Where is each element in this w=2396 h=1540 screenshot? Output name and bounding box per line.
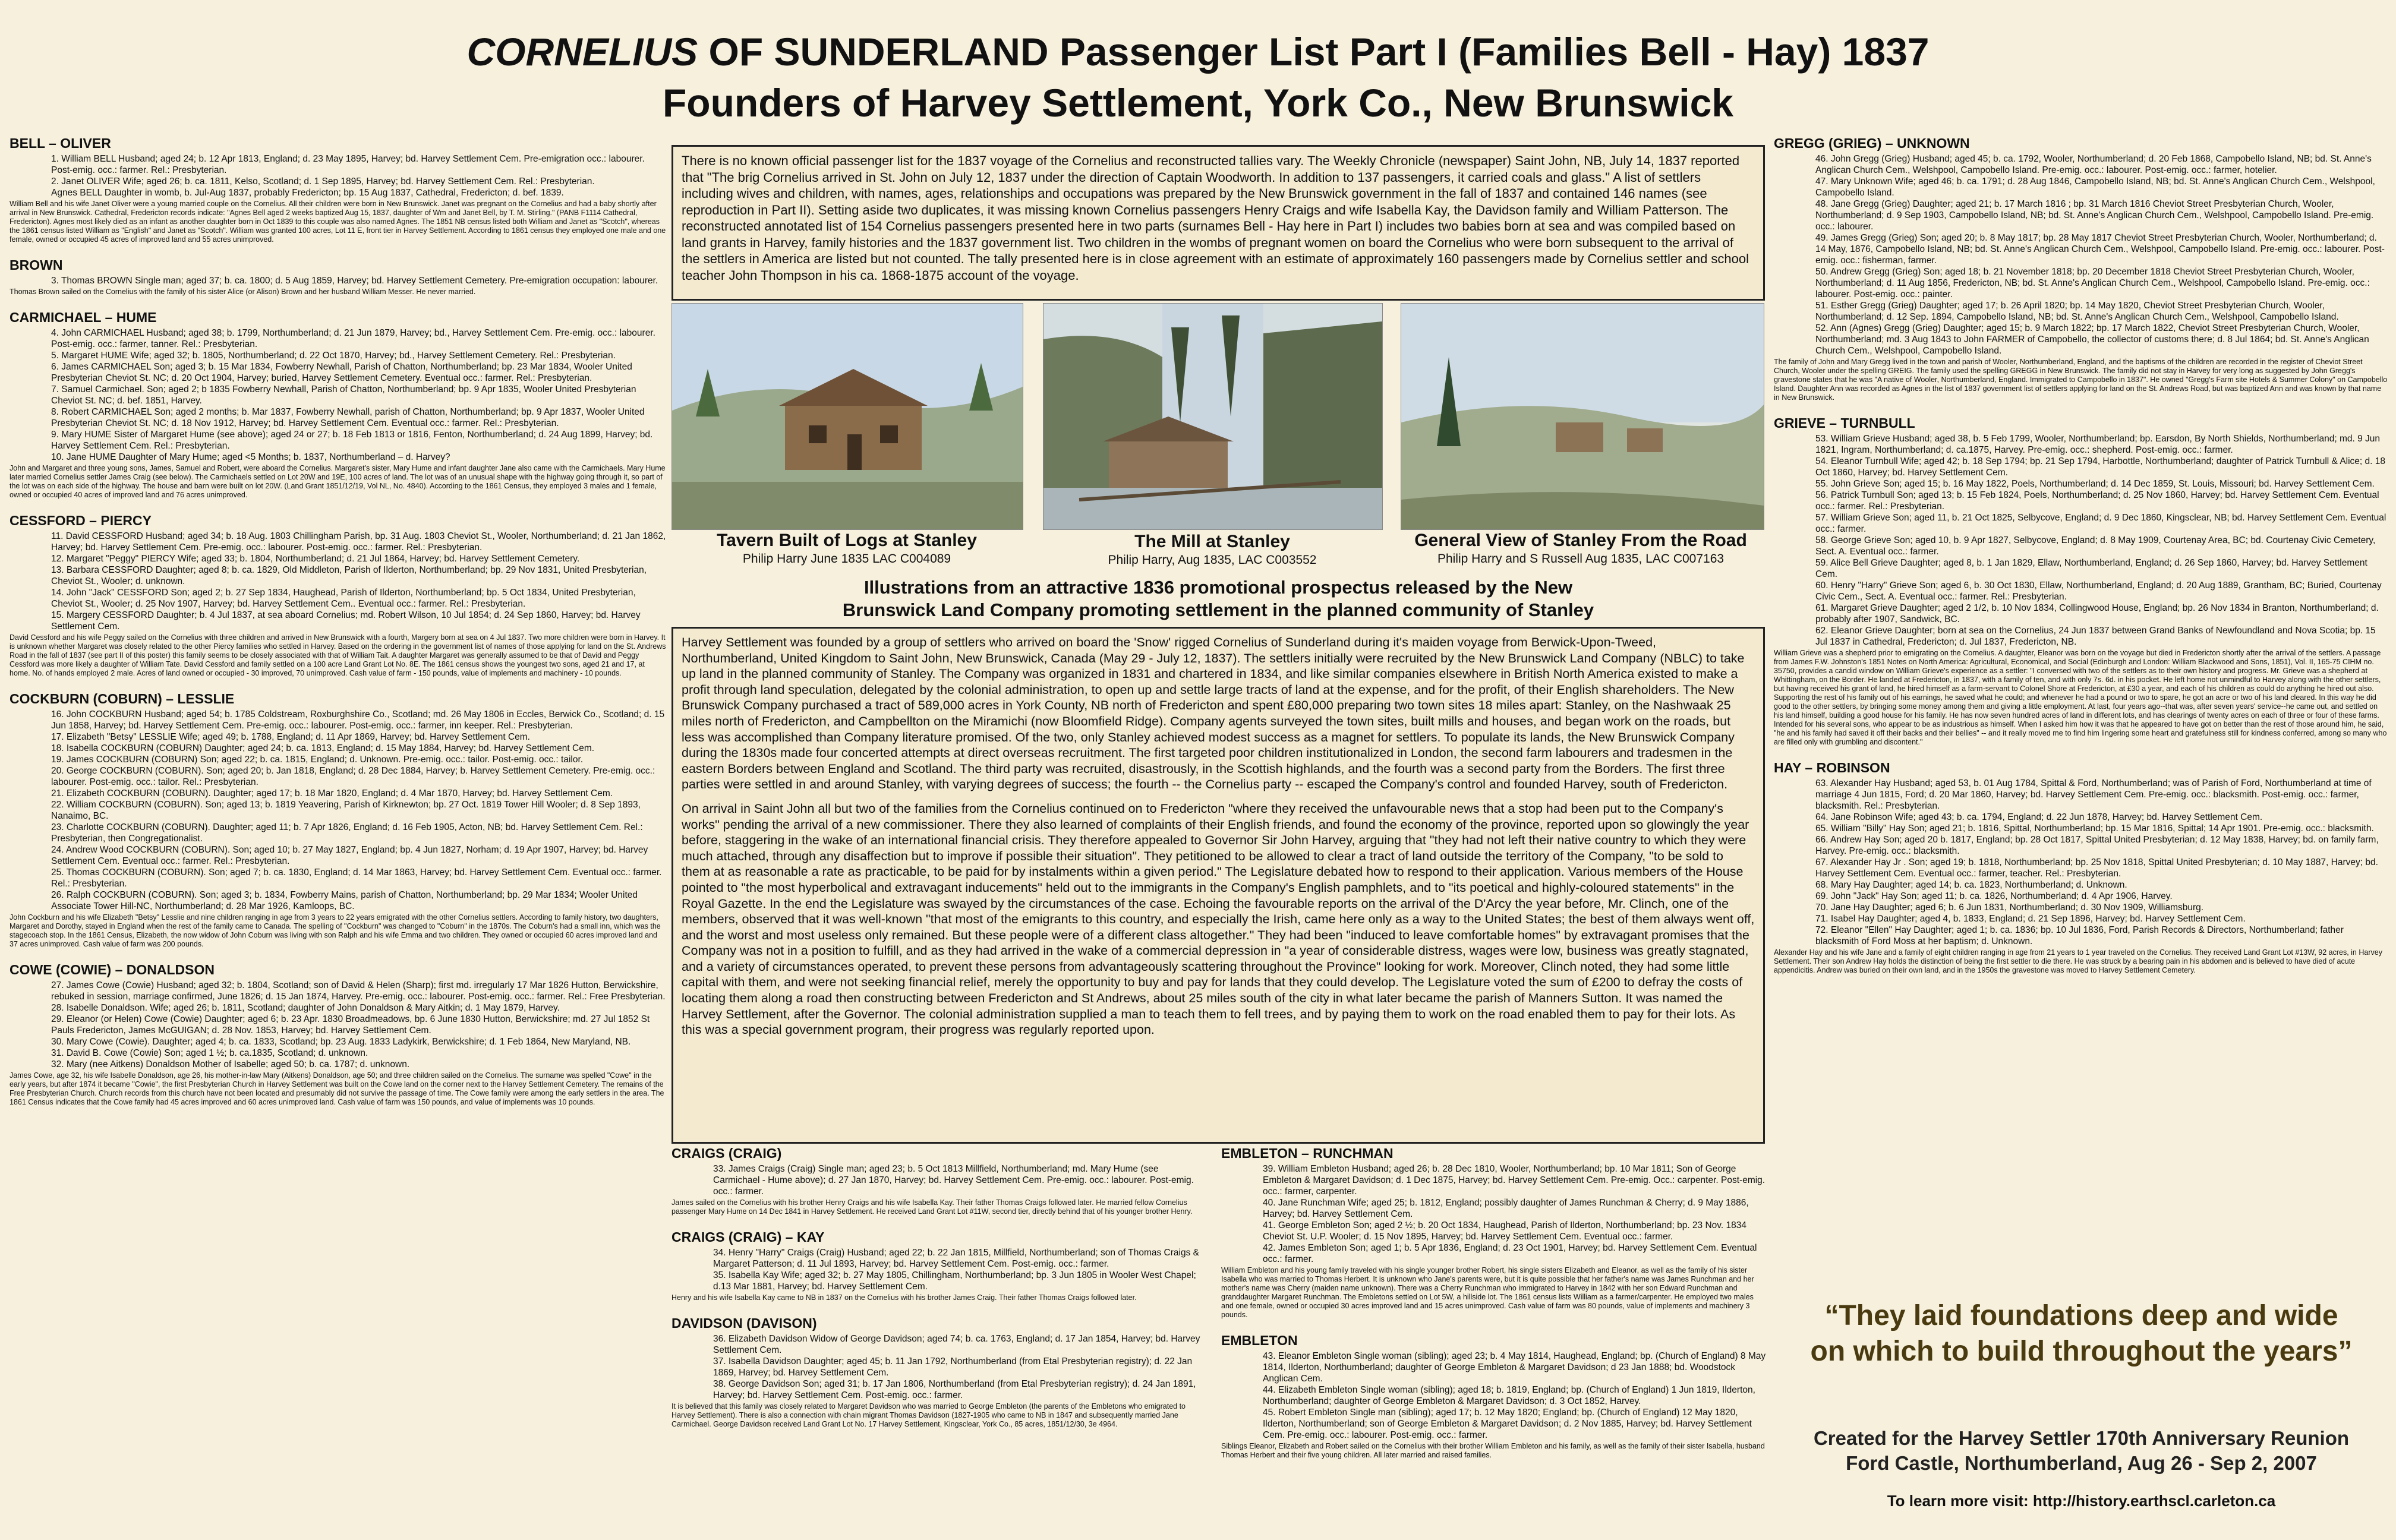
family-note: Siblings Eleanor, Elizabeth and Robert sailed on the Cornelius with their brother William Embleton and his family, as well as the family of their sister Isabella, husband Thomas Herbert and their five young children. All later married and raised families. bbox=[1221, 1442, 1765, 1459]
intro-box bbox=[671, 145, 1765, 301]
caption-mill-title: The Mill at Stanley bbox=[1134, 532, 1290, 551]
family-note: It is believed that this family was closely related to Margaret Davidson who was married to George Embleton (the parents of the Embletons who emigrated to Harvey Settlement). There is also a connection with chain migrant Thomas Davidson (1827-1905 who came to NB in 1847 and subsequently married Jane Carmichael. George Davidson received Land Grant Lot No. 17 Harvey Settlement, Kingsclear, York Co., 85 acres, 1851/12/30, 3e 4964. bbox=[671, 1402, 1186, 1428]
passenger-entry: 6. James CARMICHAEL Son; aged 3; b. 15 Mar 1834, Fowberry Newhall, Parish of Chatton, Northumberland; bp. 23 Mar 1834, Wooler United Presbyterian Cheviot St. NC; d. 20 Oct 1904, Harvey; buried, Harvey Settlement Cemetery. Eventual occ.: farmer. Rel.: Presbyterian. bbox=[51, 362, 632, 383]
passenger-entry: 70. Jane Hay Daughter; aged 6; b. 6 Jun 1831, Northumberland; d. 30 Nov 1909, Williamsburg. bbox=[1815, 902, 2204, 913]
mid-right-column bbox=[1221, 1145, 1768, 1532]
passenger-entry: 52. Ann (Agnes) Gregg (Grieg) Daughter; aged 15; b. 9 March 1822; bp. 17 March 1822, Cheviot Street Presbyterian Church, Wooler, Northumberland; md. 3 Aug 1843 to John FARMER of Campobello, the collector of customs there; d. 8 Jul 1864; bd. St. Anne's Anglican Church Cem., Welshpool, Campobello Island. bbox=[1815, 323, 2369, 356]
family-note: William Bell and his wife Janet Oliver were a young married couple on the Cornelius. All their children were born in New Brunswick. Janet was pregnant on the Cornelius and had a baby shortly after arrival in New Brunswick. Cathedral, Fredericton records indicate: "Agnes Bell aged 2 weeks baptized Aug 15, 1837, daughter of Wm and Janet Bell, by T. M. Stirling." (PANB F1114 Cathedral, Fredericton). Agnes most likely died as an infant as another daughter born in Oct 1839 to this couple was also named Agnes. The 1851 NB census listed both William and Janet as "Scotch", whereas the 1861 census listed William as "English" and Janet as "Scotch". William was granted 100 acres, Lot 11 E, front tier in Harvey Settlement. According to 1861 census they employed one male and one female, owned or occupied 45 acres of improved land and 55 acres unimproved. bbox=[10, 200, 666, 244]
family-heading: CARMICHAEL – HUME bbox=[10, 310, 157, 325]
passenger-entry: 23. Charlotte COCKBURN (COBURN). Daughter; aged 11; b. 7 Apr 1826, England; d. 16 Feb 1905, Acton, NB; bd. Harvey Settlement Cem. Rel.: Presbyterian, then Congregationalist. bbox=[51, 822, 643, 844]
passenger-entry: 69. John "Jack" Hay Son; aged 11; b. ca. 1826, Northumberland; d. 4 Apr 1906, Harvey. bbox=[1815, 891, 2173, 901]
passenger-entry: 30. Mary Cowe (Cowie). Daughter; aged 4; b. ca. 1833, Scotland; bp. 23 Aug. 1833 Ladykirk, Berwickshire; d. 1 Feb 1864, New Maryland, NB. bbox=[51, 1037, 631, 1047]
caption-mill-credit: Philip Harry, Aug 1835, LAC C003552 bbox=[1108, 553, 1317, 567]
passenger-entry: 67. Alexander Hay Jr . Son; aged 19; b. 1818, Northumberland; bp. 25 Nov 1818, Spittal United Presbyterian; d. 10 May 1887, Harvey; bd. Harvey Settlement Cem. Eventual occ.: farmer, teacher. Rel.: Presbyterian. bbox=[1815, 857, 2378, 879]
family-note: John Cockburn and his wife Elizabeth "Betsy" Lesslie and nine children ranging in age from 3 years to 22 years emigrated with the other Cornelius settlers. According to family history, two daughters, Margaret and Dorothy, stayed in England when the rest of the family came to Canada. The spelling of "Cockburn" was changed to "Coburn" in the 1870s. The Coburn's had a small inn, which was the stagecoach stop. In the 1861 Census, Elizabeth, the now widow of John Coburn was living with son Ralph and his wife Emma and two children. They owned or occupied 60 acres improved land and 37 acres unimproved. Cash value of farm was 200 pounds. bbox=[10, 913, 661, 948]
passenger-entry: 10. Jane HUME Daughter of Mary Hume; aged <5 Months; b. 1837, Northumberland – d. Harvey? bbox=[51, 452, 450, 462]
family-note: John and Margaret and three young sons, James, Samuel and Robert, were aboard the Cornelius. Margaret's sister, Mary Hume and infant daughter Jane also came with the Carmichaels. Mary Hume later married Cornelius settler James Craig (see below). The Carmichaels settled on Lot 20W and 19E, 100 acres of land. The lot was of an unusual shape with the highway going through it, so part of the lot was on each side of the highway. The house and barn were built on lot 20W. (Land Grant 1851/12/19, Vol NL, No. 4840). According to the 1861 Census, they employed 3 males and 1 female, owned or occupied 40 acres of improved land and 76 acres unimproved. bbox=[10, 464, 666, 499]
passenger-entry: 17. Elizabeth "Betsy" LESSLIE Wife; aged 49; b. 1788, England; d. 11 Apr 1869, Harvey; bd. Harvey Settlement Cem. bbox=[51, 732, 530, 742]
caption-tavern-title: Tavern Built of Logs at Stanley bbox=[717, 531, 977, 550]
passenger-entry: 71. Isabel Hay Daughter; aged 4, b. 1833, England; d. 21 Sep 1896, Harvey; bd. Harvey Settlement Cem. bbox=[1815, 914, 2246, 924]
passenger-entry: 61. Margaret Grieve Daughter; aged 2 1/2, b. 10 Nov 1834, Collingwood House, England; bp. 26 Nov 1834 in Branton, Northumberland; d. probably after 1907, Sandwick, BC. bbox=[1815, 603, 2379, 624]
family-note: Thomas Brown sailed on the Cornelius with the family of his sister Alice (or Alison) Brown and her husband William Messer. He never married. bbox=[10, 288, 476, 296]
passenger-entry: 55. John Grieve Son; aged 15; b. 16 May 1822, Poels, Northumberland; d. 14 Dec 1859, St. Louis, Missouri; bd. Harvey Settlement Cem. bbox=[1815, 479, 2375, 489]
passenger-entry: 2. Janet OLIVER Wife; aged 26; b. ca. 1811, Kelso, Scotland; d. 1 Sep 1895, Harvey; bd. Harvey Settlement Cem. Rel.: Presbyterian. bbox=[51, 176, 595, 187]
passenger-entry: 15. Margery CESSFORD Daughter; b. 4 Jul 1837, at sea aboard Cornelius; md. Robert Wilson, 10 Jul 1854; d. 24 Sep 1860, Harvey; bd. Harvey Settlement Cem. bbox=[51, 610, 641, 632]
visit-link-text[interactable]: To learn more visit: http://history.earthscl.carleton.ca bbox=[1887, 1492, 2276, 1510]
family-heading: HAY – ROBINSON bbox=[1774, 760, 1890, 775]
quote bbox=[1774, 1298, 2389, 1369]
picture-general-view bbox=[1401, 303, 1764, 530]
title-line-1-rest: OF SUNDERLAND Passenger List Part I (Families Bell - Hay) 1837 bbox=[698, 30, 1930, 74]
family-note: Alexander Hay and his wife Jane and a family of eight children ranging in age from 21 years to 1 year traveled on the Cornelius. They received Land Grant Lot #13W, 92 acres, in Harvey Settlement. Their son Andrew Hay holds the distinction of being the first settler to die there. He was struck by a bearing pain in his abdomen and is believed to have died of acute appendicitis. Andrew was buried on their own land, and in the 1950s the gravestone was moved to Harvey Settlement Cemetery. bbox=[1774, 948, 2382, 974]
passenger-entry: 14. John "Jack" CESSFORD Son; aged 2; b. 27 Sep 1834, Haughead, Parish of Ilderton, Northumberland; bp. 5 Oct 1834, United Presbyterian, Cheviot St., Wooler; d. 25 Nov 1907, Harvey; bd. Harvey Settlement Cem.. Eventual occ.: farmer. Rel.: Presbyterian. bbox=[51, 588, 636, 609]
caption-mill bbox=[1043, 531, 1382, 568]
passenger-entry: 47. Mary Unknown Wife; aged 46; b. ca. 1791; d. 28 Aug 1846, Campobello Island, NB; bd. St. Anne's Anglican Church Cem., Welshpool, Campobello Island. bbox=[1815, 176, 2375, 198]
passenger-entry: 58. George Grieve Son; aged 10, b. 9 Apr 1827, Selbycove, England; d. 8 May 1909, Courtenay Area, BC; bd. Courtenay Civic Cemetery, Sect. A. Eventual occ.: farmer. bbox=[1815, 535, 2376, 557]
passenger-entry: 18. Isabella COCKBURN (COBURN) Daughter; aged 24; b. ca. 1813, England; d. 15 May 1884, Harvey; bd. Harvey Settlement Cem. bbox=[51, 743, 595, 753]
quote-line-1: “They laid foundations deep and wide bbox=[1824, 1300, 2338, 1331]
mill-illustration bbox=[1043, 304, 1382, 529]
passenger-entry: 53. William Grieve Husband; aged 38, b. 5 Feb 1799, Wooler, Northumberland; bp. Earsdon, By North Shields, Northumberland; md. 9 Jun 1821, Ingram, Northumberland; d. ca.1875, Harvey. Pre-emig. occ.: shepherd. Post-emig. occ.: farmer. bbox=[1815, 434, 2381, 455]
passenger-entry: 11. David CESSFORD Husband; aged 34; b. 18 Aug. 1803 Chillingham Parish, bp. 31 Aug. 1803 Cheviot St., Wooler, Northumberland; d. 21 Jan 1862, Harvey; bd. Harvey Settlement Cem. Pre-emig. occ.: labourer. Post-emig. occ.: farmer. Rel.: Presbyterian. bbox=[51, 531, 666, 553]
family-note: Henry and his wife Isabella Kay came to NB in 1837 on the Cornelius with his brother James Craig. Their father Thomas Craigs followed later. bbox=[671, 1293, 1137, 1302]
footer-line-2: Ford Castle, Northumberland, Aug 26 - Sep 2, 2007 bbox=[1846, 1452, 2317, 1474]
right-column bbox=[1774, 135, 2389, 1294]
poster-title bbox=[0, 26, 2396, 128]
family-note: The family of John and Mary Gregg lived in the town and parish of Wooler, Northumberland, England, and the baptisms of the children are recorded in the register of Cheviot Street Church, Wooler under the spelling GREIG. The family used the spelling GREGG in New Brunswick. The family did not stay in Harvey for very long as suggested by John Gregg's gravestone states that he was "A native of Wooler, Northumberland, England. Immigrated to Campobello in 1837". He owned "Gregg's Farm site Hotels & Summer Colony" on Campobello Island. Daughter Ann was recorded as Agnes in the list of 1837 government list of settlers applying for land on the St. Andrews Road, but was baptized Ann and was known by that name in New Brunswick. bbox=[1774, 358, 2388, 402]
passenger-entry: 34. Henry "Harry" Craigs (Craig) Husband; aged 22; b. 22 Jan 1815, Millfield, Northumberland; son of Thomas Craigs & Margaret Patterson; d. 11 Jul 1893, Harvey; bd. Harvey Settlement Cem. Post-emig. occ.: farmer. bbox=[713, 1248, 1199, 1269]
footer-line-1: Created for the Harvey Settler 170th Anniversary Reunion bbox=[1813, 1427, 2350, 1449]
passenger-entry: 1. William BELL Husband; aged 24; b. 12 Apr 1813, England; d. 23 May 1895, Harvey; bd. Harvey Settlement Cem. Pre-emigration occ.: labourer. Post-emig. occ.: farmer. Rel.: Presbyterian. bbox=[51, 154, 645, 175]
title-line-2: Founders of Harvey Settlement, York Co., New Brunswick bbox=[662, 81, 1733, 125]
family-note: William Embleton and his young family traveled with his single younger brother Robert, his single sisters Elizabeth and Eleanor, as well as the family of his sister Isabella who was married to Thomas Herbert. It is unknown who Jane's parents were, but it is quite possible that her father's name was James Runchman and her mother's name was Cherry (maiden name unknown). There was a Cherry Runchman who immigrated to Harvey in 1842 with her son Edward Runchman and granddaughter Margaret Runchman. The Embletons settled on Lot 5W, a hillside lot. The 1861 census lists William as a farmer/carpenter. He employed two males and one female, owned or occupied 30 acres improved land and 15 acres unimproved. Cash value of farm was 80 pounds, value of implements and machinery 3 pounds. bbox=[1221, 1266, 1754, 1319]
passenger-entry: 16. John COCKBURN Husband; aged 54; b. 1785 Coldstream, Roxburghshire Co., Scotland; md. 26 May 1806 in Eccles, Berwick Co., Scotland; d. 15 Jun 1858, Harvey; bd. Harvey Settlement Cem. Pre-emig. occ.: labourer. Post-emig. occ.: farmer, inn keeper. Rel.: Presbyterian. bbox=[51, 709, 665, 731]
family-heading: EMBLETON – RUNCHMAN bbox=[1221, 1145, 1394, 1161]
passenger-entry: 60. Henry "Harry" Grieve Son; aged 6, b. 30 Oct 1830, Ellaw, Northumberland, England; d. 20 Aug 1889, Grantham, BC; Buried, Courtenay Civic Cem., Sect. A. Eventual occ.: farmer. Rel.: Presbyterian. bbox=[1815, 580, 2382, 602]
passenger-entry: 49. James Gregg (Grieg) Son; aged 20; b. 8 May 1817; bp. 28 May 1817 Cheviot Street Presbyterian Church, Wooler, Northumberland; d. 14 May, 1876, Campobello Island, NB; bd. St. Anne's Anglican Church Cem., Welshpool, Campobello Island. Pre-emig. occ.: labourer. Post-emig. occ.: fisherman, farmer. bbox=[1815, 233, 2385, 266]
passenger-entry: 57. William Grieve Son; aged 11, b. 21 Oct 1825, Selbycove, England; d. 9 Dec 1860, Kingsclear, NB; bd. Harvey Settlement Cem. Eventual occ.: farmer. bbox=[1815, 513, 2386, 534]
passenger-entry: Agnes BELL Daughter in womb, b. Jul-Aug 1837, probably Fredericton; bp. 15 Aug 1837, Cathedral, Fredericton; d. bef. 1839. bbox=[51, 188, 564, 198]
passenger-entry: 65. William "Billy" Hay Son; aged 21; b. 1816, Spittal, Northumberland; bp. 15 Mar 1816, Spittal; 14 Apr 1901. Pre-emig. occ.: blacksmith. bbox=[1815, 823, 2374, 834]
passenger-entry: 64. Jane Robinson Wife; aged 43; b. ca. 1794, England; d. 22 Jun 1878, Harvey; bd. Harvey Settlement Cem. bbox=[1815, 812, 2263, 822]
ship-name: CORNELIUS bbox=[466, 30, 698, 74]
passenger-entry: 27. James Cowe (Cowie) Husband; aged 32; b. 1804, Scotland; son of David & Helen (Sharp); first md. irregularly 17 Mar 1826 Hutton, Berwickshire, rebuked in session, marriage confirmed, June 1826; d. 15 Jan 1874, Harvey. Pre-emig. occ.: labourer. Post-emig. occ.: farmer. Rel.: Free Presbyterian. bbox=[51, 980, 666, 1002]
family-heading: BELL – OLIVER bbox=[10, 135, 111, 151]
family-heading: GRIEVE – TURNBULL bbox=[1774, 415, 1915, 431]
passenger-entry: 33. James Craigs (Craig) Single man; aged 23; b. 5 Oct 1813 Millfield, Northumberland; md. Mary Hume (see Carmichael - Hume above); d. 27 Jan 1870, Harvey; bd. Harvey Settlement Cem. Pre-emig. occ.: labourer. Post-emig. occ.: farmer. bbox=[713, 1164, 1194, 1197]
caption-general-view bbox=[1391, 530, 1771, 567]
caption-tavern-credit: Philip Harry June 1835 LAC C004089 bbox=[742, 552, 951, 566]
history-paragraph-1: Harvey Settlement was founded by a group of settlers who arrived on board the 'Snow' rigged Cornelius of Sunderland during it's maiden voyage from Berwick-Upon-Tweed, Northumberland, United Kingdom to Saint John, New Brunswick, Canada (May 29 - July 12, 1837). The settlers initially were recruited by the New Brunswick Land Company (NBLC) to take up land in the planned community of Stanley. The Company was organized in 1831 and chartered in 1834, and like similar companies elsewhere in British North America existed to make a profit through land speculation, delegated by the colonial administration, to open up and settle large tracts of land at the expense, and for the profit, of their English shareholders. The New Brunswick Company purchased a tract of 589,000 acres in York County, NB north of Fredericton and spent £80,000 preparing two town sites 18 miles apart: Stanley, on the Nashwaak 25 miles north of Fredericton, and Campbellton on the Miramichi (now Bloomfield Ridge). Company agents surveyed the town sites, built mills and houses, and began work on the roads, but less was accomplished than Company literature promised. Of the two, only Stanley achieved modest success as a magnet for settlers. To populate its lands, the New Brunswick Company during the 1830s made four concerted attempts at direct overseas recruitment. The first targeted poor children institutionalized in London, the second farm labourers and tradesmen in the eastern Borders between England and Scotland. The third party was recruited, disastrously, in the Scottish highlands, and the fourth was a second party from the Borders. The first three parties were settled in and around Stanley, with varying degrees of success; the fourth -- the Cornelius party -- escaped the Company's control and founded Harvey, south of Fredericton. bbox=[682, 635, 1745, 792]
passenger-entry: 63. Alexander Hay Husband; aged 53, b. 01 Aug 1784, Spittal & Ford, Northumberland; was of Parish of Ford, Northumberland at time of marriage 4 Jun 1815, Ford; d. 20 Mar 1860, Harvey; bd. Harvey Settlement Cem. Pre-emig. occ.: blacksmith. Post-emig. occ.: farmer, blacksmith. Rel.: Presbyterian. bbox=[1815, 778, 2372, 811]
caption-general-view-title: General View of Stanley From the Road bbox=[1414, 531, 1747, 550]
passenger-entry: 3. Thomas BROWN Single man; aged 37; b. ca. 1800; d. 5 Aug 1859, Harvey; bd. Harvey Settlement Cemetery. Pre-emigration occupation: labourer. bbox=[51, 276, 658, 286]
tavern-illustration bbox=[672, 304, 1023, 529]
passenger-entry: 39. William Embleton Husband; aged 26; b. 28 Dec 1810, Wooler, Northumberland; bp. 10 Mar 1811; Son of George Embleton & Margaret Davidson; d. 1 Dec 1875, Harvey; bd. Harvey Settlement Cem. Pre-emig. Occ.: carpenter. Post-emig. occ.: farmer, carpenter. bbox=[1263, 1164, 1766, 1197]
picture-mill bbox=[1043, 303, 1383, 530]
family-heading: EMBLETON bbox=[1221, 1333, 1298, 1348]
left-column bbox=[10, 135, 666, 1532]
quote-line-2: on which to build throughout the years” bbox=[1810, 1336, 2353, 1367]
passenger-entry: 20. George COCKBURN (COBURN). Son; aged 20; b. Jan 1818, England; d. 28 Dec 1884, Harvey; b. Harvey Settlement Cemetery. Pre-emig. occ.: labourer. Post-emig. occ.: tailor. Rel.: Presbyterian. bbox=[51, 766, 655, 787]
general-view-illustration bbox=[1401, 304, 1764, 529]
passenger-entry: 4. John CARMICHAEL Husband; aged 38; b. 1799, Northumberland; d. 21 Jun 1879, Harvey; bd., Harvey Settlement Cem. Pre-emig. occ.: labourer. Post-emig. occ.: farmer, tanner. Rel.: Presbyterian. bbox=[51, 328, 655, 349]
passenger-entry: 21. Elizabeth COCKBURN (COBURN). Daughter; aged 17; b. 18 Mar 1820, England; d. 4 Mar 1870, Harvey; bd. Harvey Settlement Cem. bbox=[51, 788, 613, 799]
passenger-entry: 8. Robert CARMICHAEL Son; aged 2 months; b. Mar 1837, Fowberry Newhall, parish of Chatton, Northumberland; bp. 9 Apr 1837, Wooler United Presbyterian Cheviot St. NC; d. 18 Nov 1912, Harvey; bd. Harvey Settlement Cem. Eventual occ.: farmer. Rel.: Presbyterian. bbox=[51, 407, 645, 428]
passenger-entry: 13. Barbara CESSFORD Daughter; aged 8; b. ca. 1829, Old Middleton, Parish of Ilderton, Northumberland; bp. 29 Nov 1831, United Presbyterian, Cheviot St., Wooler; d. unknown. bbox=[51, 565, 647, 586]
family-heading: BROWN bbox=[10, 257, 63, 273]
family-note: David Cessford and his wife Peggy sailed on the Cornelius with three children and arrived in New Brunswick with a fourth, Margery born at sea on 4 Jul 1837. Two more children were born in Harvey. It is unknown whether Margaret was closely related to the other Piercy families who settled in Harvey. Based on the ordering in the government list of names of those applying for land on the St. Andrews Road in the fall of 1837 (see part II of this poster) this family seems to be closely associated with that of William Tait. A daughter Margaret was generally assumed to be that of David and Peggy Cessford was more likely a daughter of William Tate. David Cessford and family settled on a 100 acre Land Grant Lot No. 8E. The 1861 census shows the youngest two sons, aged 21 and 17, at home. No. of hands employed 2 male. Acres of land owned or occupied - 30 improved, 70 unimproved. Cash value of farm - 150 pounds, value of implements and machinery - 10 pounds. bbox=[10, 633, 666, 677]
passenger-entry: 62. Eleanor Grieve Daughter; born at sea on the Cornelius, 24 Jun 1837 between Grand Banks of Newfoundland and Nova Scotia; bp. 15 Jul 1837 in Cathedral, Fredericton; d. Jul 1837, Fredericton, NB. bbox=[1815, 626, 2376, 647]
passenger-entry: 48. Jane Gregg (Grieg) Daughter; aged 21; b. 17 March 1816 ; bp. 31 March 1816 Cheviot Street Presbyterian Church, Wooler, Northumberland; d. 9 Sep 1903, Campobello Island, NB; bd. St. Anne's Anglican Church Cem., Welshpool, Campobello Island. Pre-emig. occ.: labourer. bbox=[1815, 199, 2374, 232]
picture-tavern bbox=[671, 303, 1023, 530]
passenger-entry: 37. Isabella Davidson Daughter; aged 45; b. 11 Jan 1792, Northumberland (from Etal Presbyterian registry); d. 22 Jan 1869, Harvey; bd. Harvey Settlement Cem. bbox=[713, 1356, 1193, 1378]
title-line-1 bbox=[0, 26, 2396, 77]
family-heading: GREGG (GRIEG) – UNKNOWN bbox=[1774, 135, 1970, 151]
passenger-entry: 31. David B. Cowe (Cowie) Son; aged 1 ½; b. ca.1835, Scotland; d. unknown. bbox=[51, 1048, 368, 1058]
passenger-entry: 5. Margaret HUME Wife; aged 32; b. 1805, Northumberland; d. 22 Oct 1870, Harvey; bd., Harvey Settlement Cemetery. Rel.: Presbyterian. bbox=[51, 351, 616, 361]
visit-link[interactable] bbox=[1774, 1491, 2389, 1510]
passenger-entry: 45. Robert Embleton Single man (sibling); aged 17; b. 12 May 1820; England; bp. (Church of England) 12 May 1820, Ilderton, Northumberland; son of George Embleton & Margaret Davidson; d. 2 Nov 1885, Harvey; bd. Harvey Settlement Cem. Pre-emig. occ.: labourer. Post-emig. occ.: farmer. bbox=[1263, 1408, 1752, 1440]
passenger-entry: 43. Eleanor Embleton Single woman (sibling); aged 23; b. 4 May 1814, Haughead, England; bp. (Church of England) 8 May 1814, Ilderton, Northumberland; daughter of George Embleton & Margaret Davidson; d 23 Jan 1888; bd. Woodstock Anglican Cem. bbox=[1263, 1351, 1766, 1384]
caption-general-view-credit: Philip Harry and S Russell Aug 1835, LAC C007163 bbox=[1437, 552, 1725, 566]
passenger-entry: 40. Jane Runchman Wife; aged 25; b. 1812, England; possibly daughter of James Runchman & Cherry; d. 9 May 1886, Harvey; bd. Harvey Settlement Cem. bbox=[1263, 1198, 1749, 1219]
footer-credits bbox=[1774, 1426, 2389, 1476]
passenger-entry: 25. Thomas COCKBURN (COBURN). Son; aged 7; b. ca. 1830, England; d. 14 Mar 1863, Harvey; bd. Harvey Settlement Cem. Eventual occ.: farmer. Rel.: Presbyterian. bbox=[51, 867, 662, 889]
passenger-entry: 51. Esther Gregg (Grieg) Daughter; aged 17; b. 26 April 1820; bp. 14 May 1820, Cheviot Street Presbyterian Church, Wooler, Northumberland; d. 12 Sep. 1894, Campobello Island, NB; bd. St. Anne's Anglican Church Cem., Welshpool, Campobello Island. bbox=[1815, 301, 2339, 322]
intro-text: There is no known official passenger list for the 1837 voyage of the Cornelius and reconstructed tallies vary. The Weekly Chronicle (newspaper) Saint John, NB, July 14, 1837 reported that "The brig Cornelius arrived in St. John on July 12, 1837 under the direction of Captain Woodworth. In addition to 137 passengers, it carried coals and glass." A list of settlers including wives and children, with names, ages, relationships and occupations was prepared by the New Brunswick government in the fall of 1837 and contained 146 names (see reproduction in Part II). Setting aside two duplicates, it was missing known Cornelius passengers Henry Craigs and wife Isabella Kay, the Davidson family and William Patterson. The reconstructed annotated list of 154 Cornelius passengers presented here in two parts (surnames Bell - Hay here in Part I) includes two babies born at sea and was compiled based on land grants in Harvey, family histories and the 1837 government list. Two children in the wombs of pregnant women on board the Cornelius who were born subsequent to the arrival of the settlers in America are listed but not counted. The tally presented here is in close agreement with an estimate of approximately 160 passengers made by Cornelius settler and school teacher John Thompson in his ca. 1868-1875 account of the voyage. bbox=[682, 153, 1749, 283]
mid-left-column bbox=[671, 1145, 1200, 1532]
passenger-entry: 35. Isabella Kay Wife; aged 32; b. 27 May 1805, Chillingham, Northumberland; bp. 3 Jun 1805 in Wooler West Chapel; d.13 Mar 1881, Harvey; bd. Harvey Settlement Cem. bbox=[713, 1270, 1196, 1292]
caption-tavern bbox=[671, 530, 1022, 567]
passenger-entry: 12. Margaret "Peggy" PIERCY Wife; aged 33; b. 1804, Northumberland; d. 21 Jul 1864, Harvey; bd. Harvey Settlement Cemetery. bbox=[51, 554, 580, 564]
passenger-entry: 38. George Davidson Son; aged 31; b. 17 Jan 1806, Northumberland (from Etal Presbyterian registry); d. 24 Jan 1891, Harvey; bd. Harvey Settlement Cem. Post-emig. occ.: farmer. bbox=[713, 1379, 1196, 1400]
family-note: William Grieve was a shepherd prior to emigrating on the Cornelius. A daughter, Eleanor was born on the voyage but died in Fredericton shortly after the arrival of the settlers. A passage from James F.W. Johnston's 1851 Notes on North America: Agricultural, Economical, and Social (Edinburgh and London: William Blackwood and Sons, 1851), Vol. II, 165-75 CIHM no. 35750, provides a candid window on William Grieve's experience as a settler: "I conversed with two of the settlers as to their own history and progress. Mr. Grieve was a shepherd at Whittingham, on the Border. He landed at Fredericton, in 1837, with a family of ten, and with only 7s. 6d. in his pocket. He left home not unmindful to Harvey along with the other settlers, but having received his grant of land, he hired himself as a farm-servant to Colonel Shore at Fredericton, at £30 a year, and each of his children as could do anything he hired out also. Supporting the rest of his family out of his earnings, he saved what he could; and whenever he had a pound or two to spare, he got an acre or two of his land cleared. In this way he did good to the other settlers, by bringing some money among them and giving a little employment. At last, four years ago--that was, after seven years' service--he came out, and settled on his land himself, building a good house for his family. He has now seven hundred acres of land in different lots, and has clearings of twenty acres on each of three or four of these farms. Intended for his several sons, who appear to be as industrious as himself. When I asked him how it was that he appeared to have got on better than the rest of those around him, he said, "he and his family had saved it off their backs and their bellies" -- and it really moved me to find him lingering some heart and gratefulness still for kindness conferred, among so many who are filled only with grumbling and discontent." bbox=[1774, 649, 2387, 746]
family-heading: CESSFORD – PIERCY bbox=[10, 513, 152, 528]
illustrations-caption-line-2: Brunswick Land Company promoting settlement in the planned community of Stanley bbox=[842, 599, 1594, 620]
passenger-entry: 59. Alice Bell Grieve Daughter; aged 8, b. 1 Jan 1829, Ellaw, Northumberland, England; d. 26 Sep 1860, Harvey; bd. Harvey Settlement Cem. bbox=[1815, 558, 2367, 579]
passenger-entry: 66. Andrew Hay Son; aged 20 b. 1817, England; bp. 28 Oct 1817, Spittal United Presbyterian; d. 12 May 1838, Harvey; bd. on family farm, Harvey. Pre-emig. occ.: blacksmith. bbox=[1815, 835, 2379, 856]
passenger-entry: 28. Isabelle Donaldson. Wife; aged 26; b. 1811, Scotland; daughter of John Donaldson & Mary Aitkin; d. 1 May 1879, Harvey. bbox=[51, 1003, 560, 1013]
illustrations-caption-line-1: Illustrations from an attractive 1836 promotional prospectus released by the New bbox=[863, 577, 1573, 598]
passenger-entry: 22. William COCKBURN (COBURN). Son; aged 13; b. 1819 Yeavering, Parish of Kirknewton; bp. 27 Oct. 1819 Tower Hill Wooler; d. 8 Sep 1893, Nanaimo, BC. bbox=[51, 800, 641, 821]
passenger-entry: 29. Eleanor (or Helen) Cowe (Cowie) Daughter; aged 6; b. 23 Apr. 1830 Broadmeadows, bp. 6 June 1830 Hutton, Berwickshire; md. 27 Jul 1852 St Pauls Fredericton, James McGUIGAN; d. 28 Nov. 1853, Harvey; bd. Harvey Settlement Cem. bbox=[51, 1014, 650, 1036]
family-heading: CRAIGS (CRAIG) – KAY bbox=[671, 1229, 825, 1245]
family-note: James sailed on the Cornelius with his brother Henry Craigs and his wife Isabella Kay. Their father Thomas Craigs followed later. He married fellow Cornelius passenger Mary Hume on 14 Dec 1841 in Harvey Settlement. He received Land Grant Lot #11W, second tier, directly behind that of his younger brother Henry. bbox=[671, 1198, 1193, 1216]
family-heading: CRAIGS (CRAIG) bbox=[671, 1145, 782, 1161]
passenger-entry: 68. Mary Hay Daughter; aged 14; b. ca. 1823, Northumberland; d. Unknown. bbox=[1815, 880, 2127, 890]
passenger-entry: 7. Samuel Carmichael. Son; aged 2; b 1835 Fowberry Newhall, Parish of Chatton, Northumberland; bp. 9 Apr 1835, Wooler United Presbyterian Cheviot St. NC; d. bef. 1851, Harvey. bbox=[51, 384, 636, 406]
family-heading: COCKBURN (COBURN) – LESSLIE bbox=[10, 691, 235, 706]
passenger-entry: 42. James Embleton Son; aged 1; b. 5 Apr 1836, England; d. 23 Oct 1901, Harvey; bd. Harvey Settlement Cem. Eventual occ.: farmer. bbox=[1263, 1243, 1757, 1264]
passenger-entry: 72. Eleanor "Ellen" Hay Daughter; aged 1; b. ca. 1836; bp. 10 Jul 1836, Ford, Parish Records & Directors, Northumberland; father blacksmith of Ford Moss at her baptism; d. Unknown. bbox=[1815, 925, 2344, 946]
passenger-entry: 26. Ralph COCKBURN (COBURN). Son; aged 3; b. 1834, Fowberry Mains, parish of Chatton, Northumberland; bp. 29 Mar 1834; Wooler United Associate Tower Hill-NC, Northumberland; d. 28 Mar 1926, Kamloops, BC. bbox=[51, 890, 638, 911]
passenger-entry: 24. Andrew Wood COCKBURN (COBURN). Son; aged 10; b. 27 May 1827, England; bp. 4 Jun 1827, Norham; d. 19 Apr 1907, Harvey; bd. Harvey Settlement Cem. Eventual occ.: farmer. Rel.: Presbyterian. bbox=[51, 845, 648, 866]
family-heading: COWE (COWIE) – DONALDSON bbox=[10, 962, 215, 977]
passenger-entry: 41. George Embleton Son; aged 2 ½; b. 20 Oct 1834, Haughead, Parish of Ilderton, Northumberland; bp. 23 Nov. 1834 Cheviot St. U.P. Wooler; d. 15 Nov 1895, Harvey; bd. Harvey Settlement Cem. Eventual occ.: farmer. bbox=[1263, 1220, 1746, 1242]
passenger-entry: 19. James COCKBURN (COBURN) Son; aged 22; b. ca. 1815, England; d. Unknown. Pre-emig. occ.: tailor. Post-emig. occ.: tailor. bbox=[51, 755, 584, 765]
history-box bbox=[671, 627, 1765, 1144]
passenger-entry: 9. Mary HUME Sister of Margaret Hume (see above); aged 24 or 27; b. 18 Feb 1813 or 1816, Fenton, Northumberland; d. 24 Aug 1899, Harvey; bd. Harvey Settlement Cem. Rel.: Presbyterian. bbox=[51, 430, 653, 451]
passenger-entry: 50. Andrew Gregg (Grieg) Son; aged 18; b. 21 November 1818; bp. 20 December 1818 Cheviot Street Presbyterian Church, Wooler, Northumberland; d. 11 Aug 1856, Fredericton, NB; bd. St. Anne's Anglican Church Cem., Welshpool, Campobello Island. Pre-emig. occ.: labourer. Post-emig. occ.: painter. bbox=[1815, 267, 2370, 299]
family-heading: DAVIDSON (DAVISON) bbox=[671, 1315, 817, 1331]
family-note: James Cowe, age 32, his wife Isabelle Donaldson, age 26, his mother-in-law Mary (Aitkens) Donaldson, age 50; and three children sailed on the Cornelius. The surname was spelled "Cowe" in the early years, but after 1874 it became "Cowie", the first Presbyterian Church in Harvey Settlement was built on the Cowe land on the corner next to the Harvey Settlement Cemetery. The remains of the Free Presbyterian Church. Church records from this church have not been located and presumably did not survive the passage of time. The Cowe family were among the early settlers in the area. The 1861 Census indicates that the Cowe family had 45 acres improved and 60 acres unimproved land. Cash value of farm was 150 pounds, and value of implements was 10 pounds. bbox=[10, 1071, 664, 1106]
passenger-entry: 36. Elizabeth Davidson Widow of George Davidson; aged 74; b. ca. 1763, England; d. 17 Jan 1854, Harvey; bd. Harvey Settlement Cem. bbox=[713, 1334, 1200, 1355]
passenger-entry: 32. Mary (nee Aitkens) Donaldson Mother of Isabelle; aged 50; b. ca. 1787; d. unknown. bbox=[51, 1059, 410, 1069]
history-paragraph-2: On arrival in Saint John all but two of the families from the Cornelius continued on to Fredericton "where they received the unfavourable news that a stop had been put to the Company's works" pending the arrival of a new commissioner. There they also learned of complaints of their English friends, and found the economy of the province, reported upon so glowingly the year before, staggering in the wake of an international financial crisis. They therefore appealed to Governor Sir John Harvey, arguing that "they had not left their native country to which they were much attached, through any disaffection but to improve if possible their situation". They petitioned to be allowed to clear a tract of land outside the territory of the Company, "to be sold to them at as reasonable a rate as practicable, to be paid for by instalments within a given period." The Legislature debated how to respond to their application. Various members of the House pointed to "the most hyperbolical and extravagant inducements" held out to the immigrants in the Company's English pamphlets, and to "its poetical and highly-coloured statements" in the Royal Gazette. In the end the Legislature was swayed by the circumstances of the case. Echoing the favourable reports on the arrival of the D'Arcy the year before, Mr. Clinch, one of the members, observed that it was well-known "that most of the emigrants to this country, and especially the Irish, came here only as a way to the United States; the best of them always went off, and the worst and most useless only remained. But these people were of a different class altogether." They had been "induced to leave comfortable homes" by extravagant promises that the Company was not in a position to fulfill, and as they had arrived in the wake of a commercial depression in "a year of considerable distress, wages were low, business was greatly stagnated, and a variety of circumstances operated, to prevent these persons from advantageously scattering throughout the Province" looking for work. Moreover, Clinch noted, they had some little capital with them, and were not seeking financial relief, merely the opportunity to buy and pay for lands that they could develop. The Legislature voted the sum of £200 to defray the costs of locating them along a road then constructing between Fredericton and St Andrews, about 25 miles south of the city in what later became the parish of Manners Sutton. It was named the Harvey Settlement, after the Governor. The colonial administration supplied a man to teach them to fell trees, and by paying them to work on the road enabled them to pay for their lots. As this was a special government program, their progress was regularly reported upon. bbox=[682, 801, 1755, 1037]
passenger-entry: 46. John Gregg (Grieg) Husband; aged 45; b. ca. 1792, Wooler, Northumberland; d. 20 Feb 1868, Campobello Island, NB; bd. St. Anne's Anglican Church Cem., Welshpool, Campobello Island. Pre-emig. occ.: labourer. Post-emig. occ.: farmer, hotelier. bbox=[1815, 154, 2372, 175]
passenger-entry: 44. Elizabeth Embleton Single woman (sibling); aged 18; b. 1819, England; bp. (Church of England) 1 Jun 1819, Ilderton, Northumberland; daughter of George Embleton & Margaret Davidson; d. 3 Oct 1852, Harvey. bbox=[1263, 1385, 1755, 1406]
illustrations-caption bbox=[671, 576, 1765, 621]
passenger-entry: 56. Patrick Turnbull Son; aged 13; b. 15 Feb 1824, Poels, Northumberland; d. 25 Nov 1860, Harvey; bd. Harvey Settlement Cem. Eventual occ.: farmer. Rel.: Presbyterian. bbox=[1815, 490, 2379, 512]
passenger-entry: 54. Eleanor Turnbull Wife; aged 42; b. 18 Sep 1794; bp. 21 Sep 1794, Harbottle, Northumberland; daughter of Patrick Turnbull & Alice; d. 18 Oct 1860, Harvey; bd. Harvey Settlement Cem. bbox=[1815, 456, 2386, 478]
